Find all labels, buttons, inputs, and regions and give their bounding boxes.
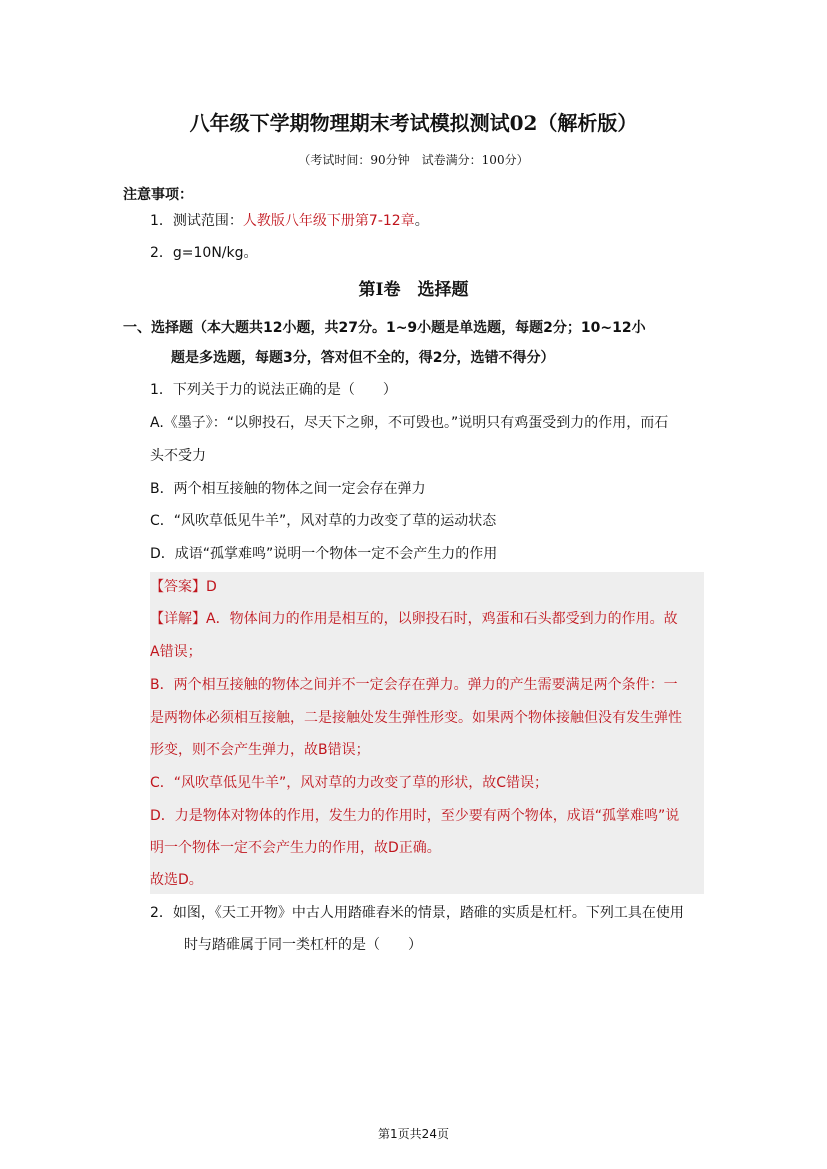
page-title: 八年级下学期物理期末考试模拟测试02（解析版） (189, 111, 638, 135)
answer-line (150, 577, 217, 597)
question-2-stem: 2．如图，《天工开物》中古人用踏碓舂米的情景，踏碓的实质是杠杆。下列工具在使用 (150, 905, 684, 921)
notice-item-gravity: 2．g=10N/kg。 (150, 245, 258, 261)
exam-info: （考试时间：90分钟 试卷满分：100分） (298, 153, 529, 167)
explanation-line-7: D．力是物体对物体的作用，发生力的作用时，至少要有两个物体，成语“孤掌难鸣”说 (150, 808, 680, 824)
answer-label: 【答案】 (150, 579, 206, 595)
explanation-label: 【详解】 (150, 611, 206, 627)
explanation-line-2: A错误； (150, 644, 202, 660)
explanation-line-8: 明一个物体一定不会产生力的作用，故D正确。 (150, 840, 441, 856)
question-1-option-d: D．成语“孤掌难鸣”说明一个物体一定不会产生力的作用 (150, 546, 498, 562)
section-title: 第Ⅰ卷 选择题 (358, 280, 469, 300)
part-heading-line1: 一、选择题（本大题共12小题，共27分。1~9小题是单选题，每题2分；10~12小 (123, 320, 646, 336)
notice-item-scope-suffix: 。 (414, 213, 429, 229)
notice-item-scope (150, 211, 429, 231)
explanation-line-4: 是两物体必须相互接触，二是接触处发生弹性形变。如果两个物体接触但没有发生弹性 (150, 710, 682, 726)
question-2-stem-cont: 时与踏碓属于同一类杠杆的是（ ） (184, 937, 422, 953)
question-1-option-a-cont: 头不受力 (150, 448, 206, 464)
question-1-option-c: C．“风吹草低见牛羊”，风对草的力改变了草的运动状态 (150, 513, 497, 529)
explanation-line-3: B．两个相互接触的物体之间并不一定会存在弹力。弹力的产生需要满足两个条件：一 (150, 677, 678, 693)
explanation-line-5: 形变，则不会产生弹力，故B错误； (150, 742, 370, 758)
page-footer: 第1页共24页 (378, 1127, 449, 1141)
notice-item-scope-range: 人教版八年级下册第7-12章 (242, 213, 415, 229)
notice-item-scope-prefix: 1．测试范围： (150, 213, 243, 229)
explanation-line-6: C．“风吹草低见牛羊”，风对草的力改变了草的形状，故C错误； (150, 775, 549, 791)
question-1-stem: 1．下列关于力的说法正确的是（ ） (150, 382, 397, 398)
answer-value: D (206, 579, 217, 595)
question-1-option-a: A.《墨子》：“以卵投石，尽天下之卵，不可毁也。”说明只有鸡蛋受到力的作用，而石 (150, 415, 669, 431)
explanation-line-1 (150, 609, 678, 629)
question-1-option-b: B．两个相互接触的物体之间一定会存在弹力 (150, 481, 426, 497)
notice-heading: 注意事项： (123, 187, 193, 203)
part-heading-line2: 题是多选题，每题3分，答对但不全的，得2分，选错不得分） (171, 350, 555, 366)
explanation-text-1: A．物体间力的作用是相互的，以卵投石时，鸡蛋和石头都受到力的作用。故 (206, 611, 678, 627)
explanation-conclusion: 故选D。 (150, 872, 203, 888)
